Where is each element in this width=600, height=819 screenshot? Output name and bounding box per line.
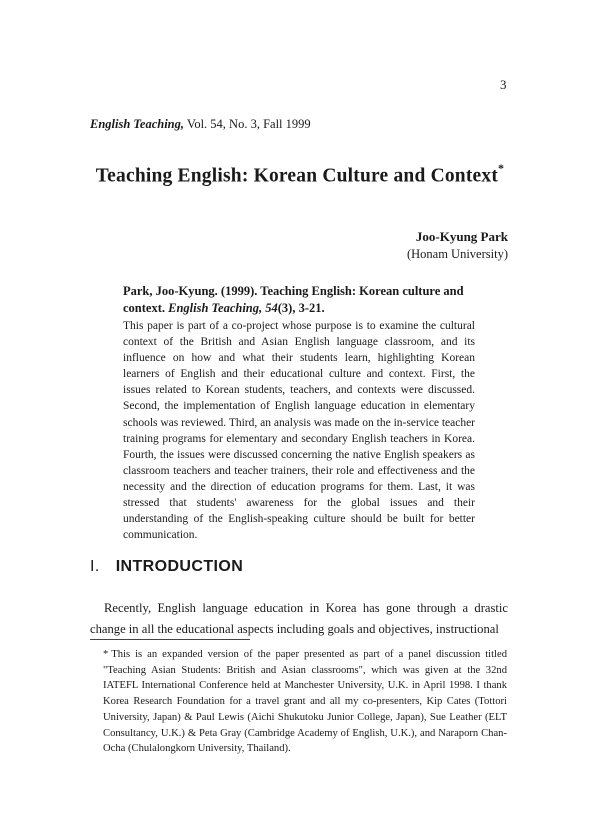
abstract: This paper is part of a co-project whose purpose is to examine the cultural context of the British and Asian English language classroom, and its influence on how and what their students learn, highlighting Korean learners of English and their educational culture and context. First, the issues related to Korean students, teachers, and contexts were discussed. Second, the implementation of English language education in elementary schools was reviewed. Third, an analysis was made on the in-service teacher training programs for elementary and secondary English teachers in Korea. Fourth, the issues were discussed concerning the native English speakers as classroom teachers and teacher trainers, their role and effectiveness and the necessity and the direction of education programs for them. Last, it was stressed that students' awareness for the global issues and their understanding of the English-speaking culture should be built for better communication.	[123, 320, 476, 542]
citation-journal: English Teaching, 54	[168, 301, 278, 315]
section-title: INTRODUCTION	[115, 558, 244, 575]
citation-prefix: Park, Joo-Kyung. (1999). Teaching English: Korean culture and context.	[123, 284, 464, 315]
citation	[123, 283, 475, 317]
paper-title-text: Teaching English: Korean Culture and Context	[95, 165, 499, 187]
citation-suffix: (3), 3-21.	[277, 301, 325, 315]
footnote-mark: *	[103, 649, 109, 660]
author-name: Joo-Kyung Park	[415, 229, 508, 244]
section-heading	[90, 558, 243, 576]
paper-title	[0, 163, 600, 188]
journal-issue: Vol. 54, No. 3, Fall 1999	[186, 117, 311, 131]
title-footnote-mark: *	[498, 161, 505, 175]
footnote	[103, 647, 507, 757]
page-number: 3	[500, 77, 507, 92]
body-paragraph: Recently, English language education in Korea has gone through a drastic change in all the educational aspects including goals and objectives, instructional	[90, 601, 508, 636]
journal-name: English Teaching,	[90, 117, 185, 131]
journal-reference	[90, 117, 311, 132]
author-affiliation: (Honam University)	[406, 247, 508, 261]
footnote-divider	[90, 639, 250, 640]
footnote-text: This is an expanded version of the paper presented as part of a panel discussion titled "Teaching Asian Students: British and Asian classrooms", which was given at the 32nd IATEFL International Conference held at Manchester University, U.K. in April 1998. I thank Korea Research Foundation for a travel grant and all my co-presenters, Kip Cates (Tottori University, Japan) & Paul Lewis (Aichi Shukutoku Junior College, Japan), Sue Leather (ELT Consultancy, U.K.) & Peta Gray (Cambridge Academy of English, U.K.), and Naraporn Chan-Ocha (Chulalongkorn University, Thailand).	[103, 649, 507, 755]
section-number: I.	[90, 558, 100, 575]
